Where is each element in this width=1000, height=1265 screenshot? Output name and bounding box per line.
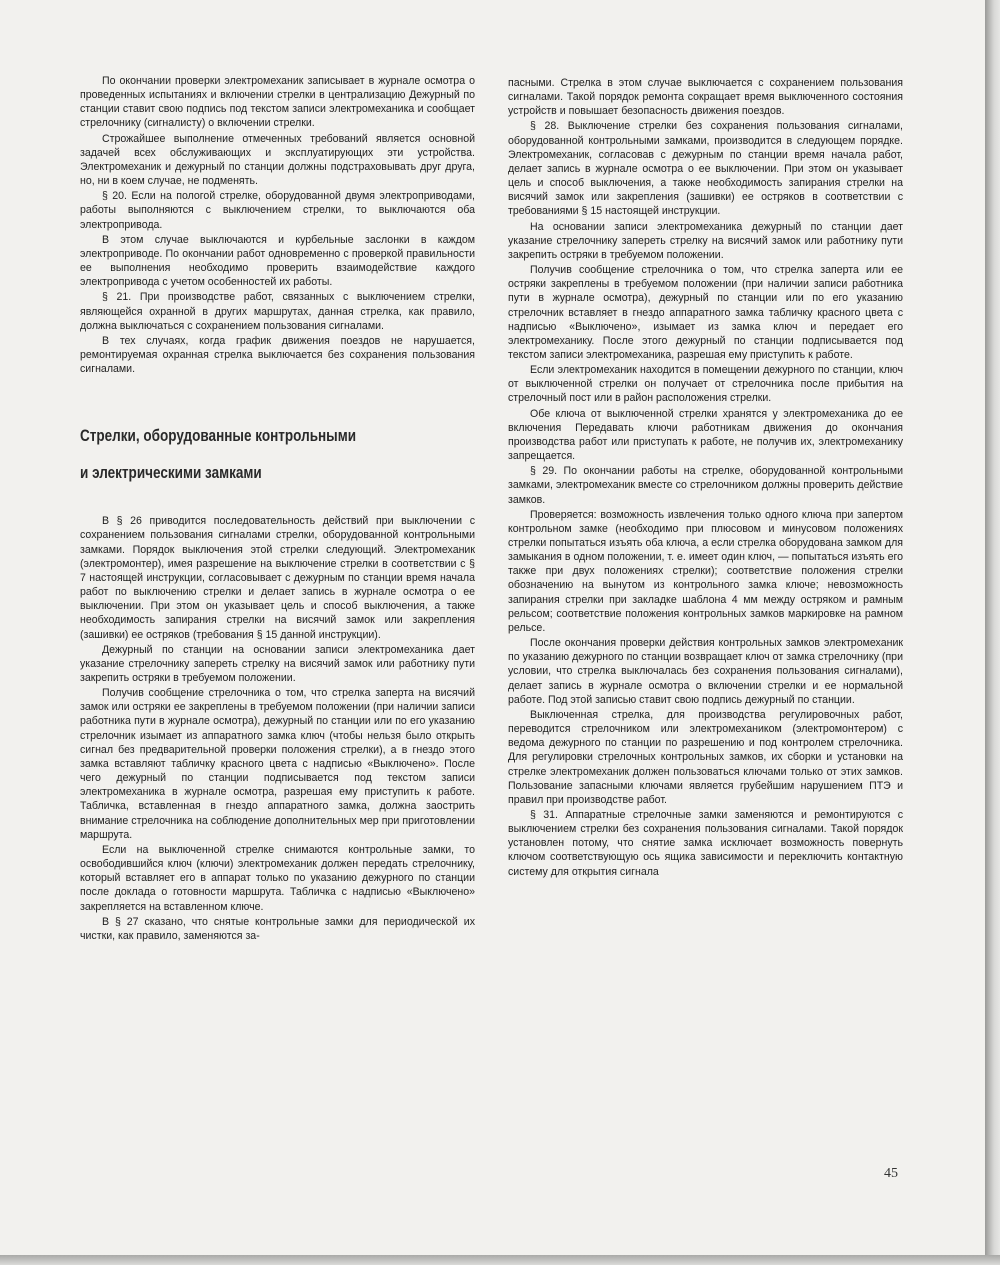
paragraph: пасными. Стрелка в этом случае выключается с сохранением пользования сигналами. Такой порядок ремонта сокращает время выключенного состояния устройств и повышает безопасность движения поездов. bbox=[508, 77, 903, 118]
paragraph: § 21. При производстве работ, связанных с выключением стрелки, являющейся охранной в других маршрутах, данная стрелка, как правило, должна выключаться с сохранением пользования сигналами. bbox=[80, 291, 475, 332]
right-column bbox=[508, 76, 903, 880]
paragraph: Проверяется: возможность извлечения только одного ключа при запертом контрольном замке (необходимо при плюсовом и минусовом положениях стрелки попытаться изъять оба ключа, а если стрелка оборудована замком для замыкания в одном положении, т. е. имеет один ключ, — попытаться изъять его также при двух положениях стрелки); соответствие положения стрелки обозначению на вынутом из контрольного замка ключе; невозможность запирания стрелки при закладке шаблона 4 мм между остряком и рамным рельсом; соответствие положения контрольных замков маркировке на рамном рельсе. bbox=[508, 508, 903, 634]
section-heading bbox=[80, 418, 474, 492]
page-bottom-shadow bbox=[0, 1255, 1000, 1265]
section-heading-line: Стрелки, оборудованные контрольными bbox=[80, 427, 357, 446]
paragraph: В тех случаях, когда график движения поездов не нарушается, ремонтируемая охранная стрелка выключается без сохранения пользования сигналами. bbox=[80, 334, 475, 376]
paragraph: § 31. Аппаратные стрелочные замки заменяются и ремонтируются с выключением стрелки без сохранения пользования сигналами. Такой порядок установлен потому, что снятие замка исключает возможность повернуть ключом соответствующую ось ящика зависимости и переключить контактную систему для открытия сигнала bbox=[508, 808, 903, 878]
paragraph: Обе ключа от выключенной стрелки хранятся у электромеханика до ее включения Передавать ключи работникам движения до окончания производства работ или приступать к работе, не получив их, электромеханику запрещается. bbox=[508, 407, 903, 463]
paragraph: Дежурный по станции на основании записи электромеханика дает указание стрелочнику запереть стрелку на висячий замок или работнику пути закрепить остряки в требуемом положении. bbox=[80, 643, 475, 684]
paragraph: В этом случае выключаются и курбельные заслонки в каждом электроприводе. По окончании работ одновременно с проверкой правильности ее выполнения необходимо проверить взаимодействие каждого электропривода с учетом особенностей их работы. bbox=[80, 233, 475, 289]
paragraph: В § 27 сказано, что снятые контрольные замки для периодической их чистки, как правило, заменяются за- bbox=[80, 915, 475, 942]
section-heading-line: и электрическими замками bbox=[80, 464, 262, 483]
paragraph: На основании записи электромеханика дежурный по станции дает указание стрелочнику запереть стрелку на висячий замок или работнику пути закрепить остряки в требуемом положении. bbox=[508, 220, 903, 261]
paragraph: По окончании проверки электромеханик записывает в журнале осмотра о проведенных испытаниях и включении стрелки в централизацию Дежурный по станции ставит свою подпись под текстом записи электромеханика и сообщает стрелочнику (сигналисту) о включении стрелки. bbox=[80, 75, 475, 130]
paragraph: Выключенная стрелка, для производства регулировочных работ, переводится стрелочником или электромехаником (электромонтером) с ведома дежурного по станции по разрешению и под контролем стрелочника. Для регулировки стрелочных контрольных замков, их сборки и установки на стрелке электромеханик должен пользоваться ключами только от этих замков. Пользование запасными ключами является грубейшим нарушением ПТЭ и правил при производстве работ. bbox=[508, 708, 903, 806]
paragraph: После окончания проверки действия контрольных замков электромеханик по указанию дежурного по станции возвращает ключ от замка стрелочнику (при условии, что стрелка выключалась без сохранения пользования сигналами), делает запись в журнале осмотра о включении стрелки и ее нормальной работе. Под этой записью ставит свою подпись дежурный по станции. bbox=[508, 637, 903, 706]
page-edge-shadow bbox=[985, 0, 1000, 1265]
paragraph: Получив сообщение стрелочника о том, что стрелка заперта на висячий замок или остряки ее закреплены в требуемом положении (при наличии записи работника пути в журнале осмотра), дежурный по станции или по его указанию стрелочник изымает из аппаратного замка ключ (чтобы нельзя было открыть сигнал без предварительной проверки положения стрелки), а в гнездо этого замка вставляют табличку красного цвета с надписью «Выключено». После чего дежурный по станции подписывается под текстом записи электромеханика в журнале осмотра, разрешая ему приступить к работе. Табличка, вставленная в гнездо аппаратного замка, должна заострить внимание стрелочника на соблюдение дополнительных мер при приготовлении маршрута. bbox=[80, 687, 475, 841]
paragraph: Получив сообщение стрелочника о том, что стрелка заперта или ее остряки закреплены в требуемом положении (при наличии записи работника пути в журнале осмотра), дежурный по станции или по его указанию стрелочник вставляет в гнездо аппаратного замка табличку красного цвета с надписью «Выключено», изымает из замка ключ и передает его электромеханику. После этого дежурный по станции подписывается под текстом записи электромеханика, разрешая ему приступить к работе. bbox=[508, 264, 903, 361]
left-column bbox=[80, 74, 475, 944]
page-number: 45 bbox=[884, 1166, 898, 1181]
paragraph: В § 26 приводится последовательность действий при выключении с сохранением пользования сигналами стрелки, оборудованной контрольными замками. Порядок выключения этой стрелки следующий. Электромеханик (электромонтер), имея разрешение на выключение стрелки в соответствии с § 7 настоящей инструкции, согласовывает с дежурным по станции время начала работ по выключению стрелки и делает запись в журнале осмотра о ее выключении. При этом он указывает цель и способ выключения, а также необходимость запирания стрелки на висячий замок или закрепления (зашивки) ее остряков (требования § 15 данной инструкции). bbox=[80, 515, 475, 641]
paragraph: Строжайшее выполнение отмеченных требований является основной задачей всех обслуживающих и эксплуатирующих эти устройства. Электромеханик и дежурный по станции должны подстраховывать друг друга, но, ни в коем случае, не подменять. bbox=[80, 132, 475, 188]
paragraph: § 29. По окончании работы на стрелке, оборудованной контрольными замками, электромеханик вместе со стрелочником должны проверить действие замков. bbox=[508, 465, 903, 506]
paragraph: Если электромеханик находится в помещении дежурного по станции, ключ от выключенной стрелки он получает от стрелочника после прибытия на стрелочный пост или в район расположения стрелки. bbox=[508, 364, 903, 405]
paragraph: § 28. Выключение стрелки без сохранения пользования сигналами, оборудованной контрольными замками, производится в следующем порядке. Электромеханик, согласовав с дежурным по станции время начала работ, делает запись в журнале осмотра о ее выключении. При этом он указывает цель и способ выключения, а также необходимость запирания стрелки на висячий замок или закрепления (зашивки) ее остряков в соответствии с требованиями § 15 настоящей инструкции. bbox=[508, 120, 903, 218]
paragraph: Если на выключенной стрелке снимаются контрольные замки, то освободившийся ключ (ключи) электромеханик должен передать стрелочнику, который вставляет его в аппарат только по указанию дежурного по станции после доклада о готовности маршрута. Табличка с надписью «Выключено» закрепляется на вставленном ключе. bbox=[80, 843, 475, 913]
paragraph: § 20. Если на пологой стрелке, оборудованной двумя электроприводами, работы выполняются с выключением стрелки, то выключаются оба электропривода. bbox=[80, 190, 475, 231]
